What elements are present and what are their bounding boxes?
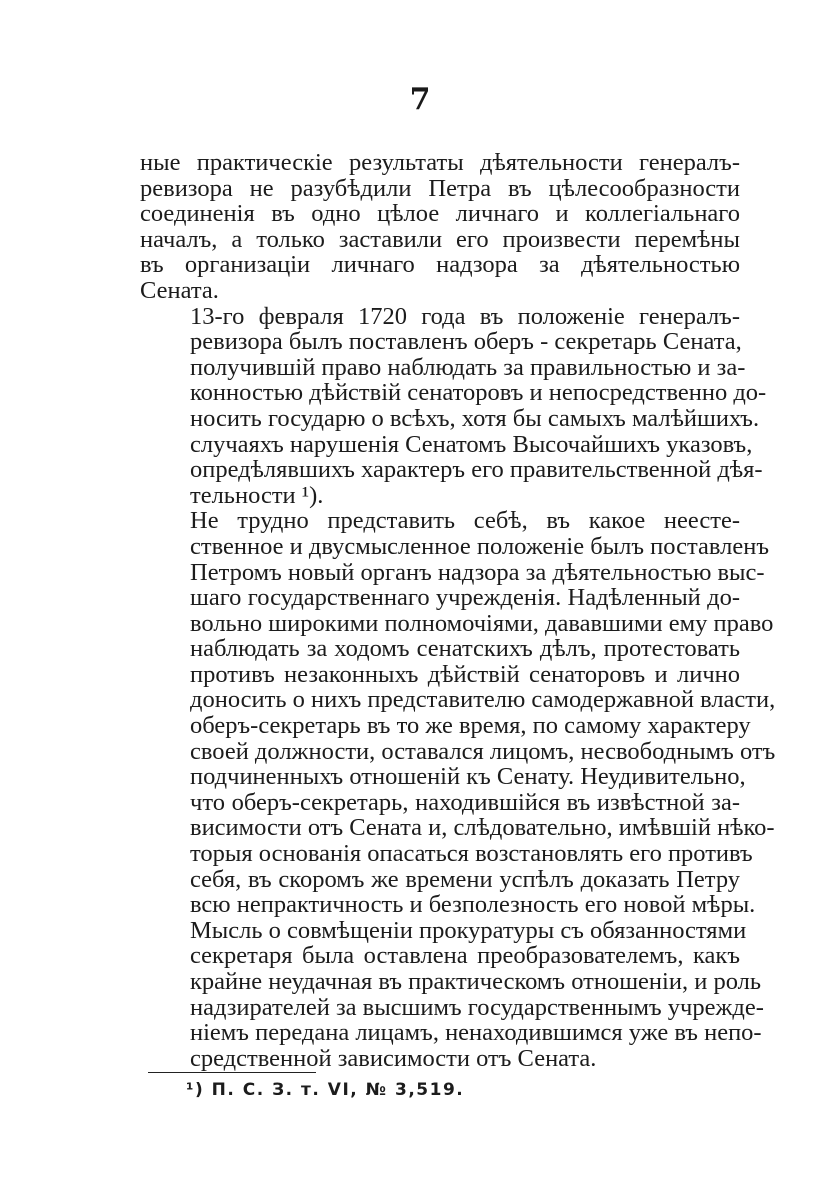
text-line: вольно широкими полномочіями, дававшими ему право <box>190 609 774 637</box>
text-line: секретаря была оставлена преобразователемъ, какъ <box>190 942 740 970</box>
text-line: всю непрактичность и безполезность его новой мѣры. <box>190 891 756 919</box>
text-line: висимости отъ Сената и, слѣдовательно, имѣвшій нѣко- <box>190 814 775 842</box>
text-line: себя, въ скоромъ же времени успѣлъ доказать Петру <box>190 865 740 893</box>
text-line: опредѣлявшихъ характеръ его правительственной дѣя- <box>190 456 763 484</box>
text-line: ственное и двусмысленное положеніе былъ поставленъ <box>190 532 770 560</box>
text-line: своей должности, оставался лицомъ, несвободнымъ отъ <box>190 737 776 765</box>
footnote-marker: ¹) <box>186 1080 205 1100</box>
text-line: конностью дѣйствій сенаторовъ и непосредственно до- <box>190 379 767 407</box>
body-text <box>140 149 776 1072</box>
text-line: доносить о нихъ представителю самодержавной власти, <box>190 686 776 714</box>
text-line: наблюдать за ходомъ сенатскихъ дѣлъ, протестовать <box>190 635 740 663</box>
text-line: получившій право наблюдать за правильностью и за- <box>190 353 746 381</box>
text-line: соединенія въ одно цѣлое личнаго и коллегіальнаго <box>140 200 740 228</box>
text-line: ревизора не разубѣдили Петра въ цѣлесообразности <box>140 174 740 202</box>
text-line: подчиненныхъ отношеній къ Сенату. Неудивительно, <box>190 763 746 791</box>
footnote <box>186 1080 464 1100</box>
text-line: Сената. <box>140 276 219 304</box>
text-line: оберъ-секретарь въ то же время, по самому характеру <box>190 712 751 740</box>
text-line: Петромъ новый органъ надзора за дѣятельностью выс- <box>190 558 765 586</box>
footnote-divider <box>148 1072 316 1073</box>
text-line: ревизора былъ поставленъ оберъ - секретарь Сената, <box>190 328 742 356</box>
text-line: въ организаціи личнаго надзора за дѣятельностью <box>140 251 740 279</box>
text-line: носить государю о всѣхъ, хотя бы самыхъ малѣйшихъ. <box>190 404 760 432</box>
footnote-text: П. С. З. т. VI, № 3,519. <box>211 1080 465 1100</box>
text-line: крайне неудачная въ практическомъ отношеніи, и роль <box>190 968 762 995</box>
text-line: ніемъ передана лицамъ, ненаходившимся уже въ непо- <box>190 1019 762 1047</box>
text-line: надзирателей за высшимъ государственнымъ учрежде- <box>190 993 764 1021</box>
text-line: Мысль о совмѣщеніи прокуратуры съ обязанностями <box>190 916 747 944</box>
text-line: началъ, а только заставили его произвести перемѣны <box>140 225 740 253</box>
text-line: ные практическіе результаты дѣятельности генералъ- <box>140 149 740 176</box>
text-line: тельности ¹). <box>190 481 324 509</box>
text-line: случаяхъ нарушенія Сенатомъ Высочайшихъ указовъ, <box>190 430 753 458</box>
text-line: 13-го февраля 1720 года въ положеніе генералъ- <box>190 302 740 330</box>
page-number: 7 <box>409 82 431 117</box>
text-line: шаго государственнаго учрежденія. Надѣленный до- <box>190 584 740 612</box>
text-line: Не трудно представить себѣ, въ какое неесте- <box>190 507 740 535</box>
paragraph <box>140 150 740 304</box>
paragraph <box>140 302 767 509</box>
text-line: противъ незаконныхъ дѣйствій сенаторовъ и лично <box>190 660 740 688</box>
paragraph <box>140 507 776 1072</box>
text-line: средственной зависимости отъ Сената. <box>190 1044 597 1072</box>
text-line: что оберъ-секретарь, находившійся въ извѣстной за- <box>190 788 740 816</box>
text-line: торыя основанія опасаться возстановлять его противъ <box>190 840 753 868</box>
